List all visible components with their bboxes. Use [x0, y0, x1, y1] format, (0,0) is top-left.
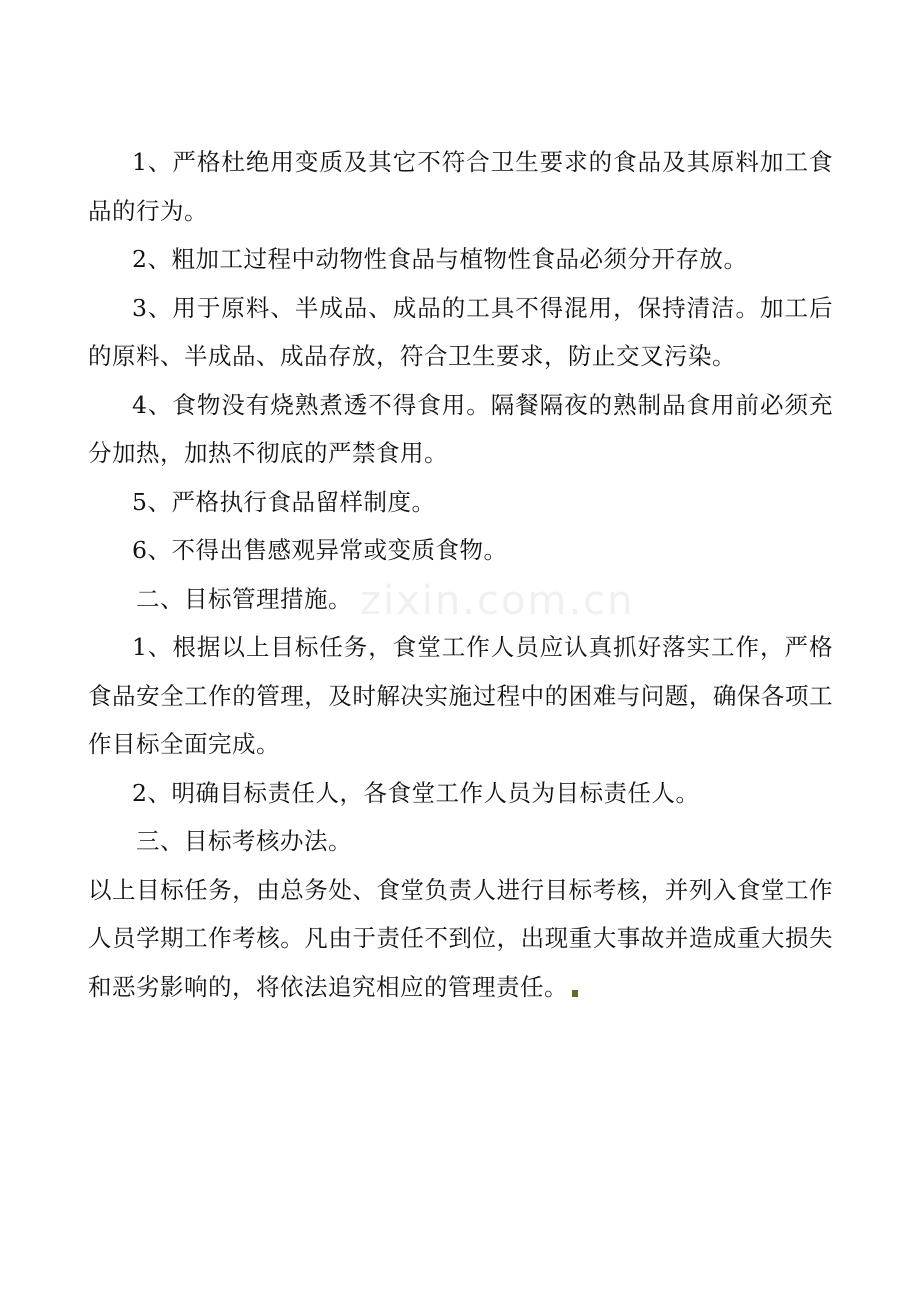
rule-6: 6、不得出售感观异常或变质食物。 [132, 536, 508, 564]
rule-4: 4、食物没有烧熟煮透不得食用。隔餐隔夜的熟制品食用前必须充分加热，加热不彻底的严禁食用。 [88, 390, 833, 467]
watermark: zixin.com.cn [360, 578, 635, 624]
rule-3: 3、用于原料、半成品、成品的工具不得混用，保持清洁。加工后的原料、半成品、成品存放，符合卫生要求，防止交叉污染。 [88, 293, 833, 370]
rule-5: 5、严格执行食品留样制度。 [132, 487, 436, 516]
document-body [88, 138, 833, 1011]
measure-1: 1、根据以上目标任务，食堂工作人员应认真抓好落实工作，严格食品安全工作的管理，及时解决实施过程中的困难与问题，确保各项工作目标全面完成。 [88, 633, 833, 758]
rule-1: 1、严格杜绝用变质及其它不符合卫生要求的食品及其原料加工食品的行为。 [88, 148, 833, 225]
measure-2: 2、明确目标责任人，各食堂工作人员为目标责任人。 [132, 778, 700, 807]
end-marker-icon [572, 990, 578, 997]
assessment-text-content: 以上目标任务，由总务处、食堂负责人进行目标考核，并列入食堂工作人员学期工作考核。凡由于责任不到位，出现重大事故并造成重大损失和恶劣影响的，将依法追究相应的管理责任。 [88, 875, 833, 1001]
section-heading-assessment: 三、目标考核办法。 [136, 827, 352, 855]
rule-2: 2、粗加工过程中动物性食品与植物性食品必须分开存放。 [132, 245, 748, 273]
section-heading-management: 二、目标管理措施。 [136, 584, 352, 613]
assessment-text [88, 866, 833, 1012]
